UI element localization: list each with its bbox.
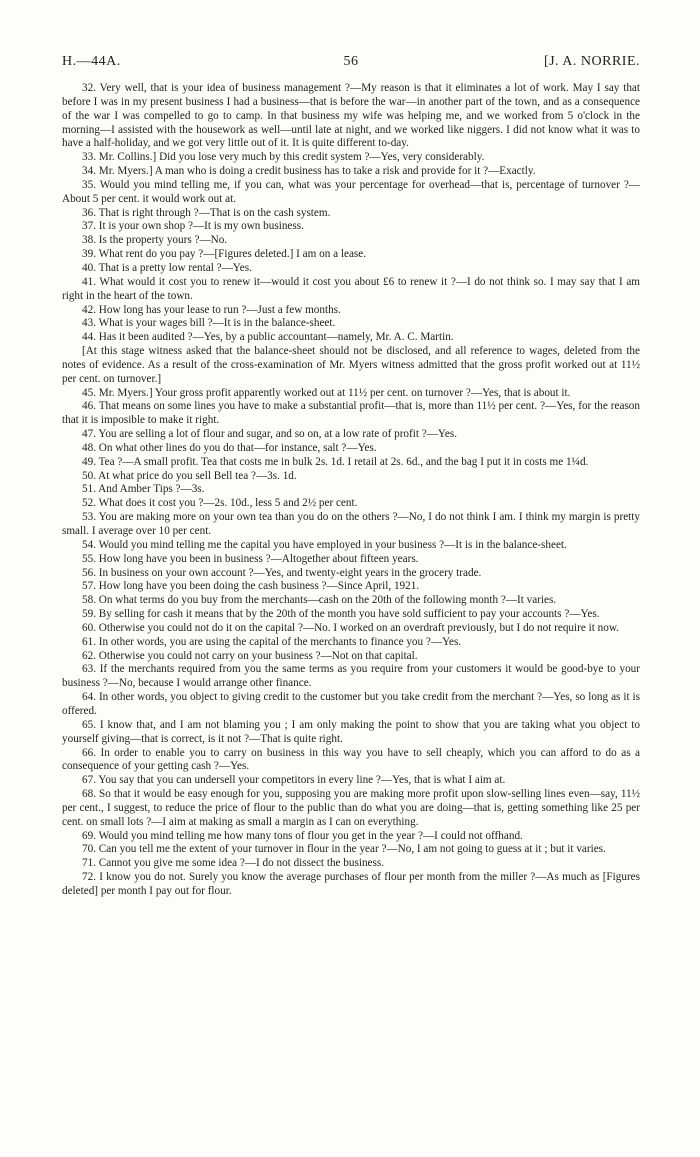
paragraph: 57. How long have you been doing the cash business ?—Since April, 1921. [82, 580, 420, 593]
paragraph: 65. I know that, and I am not blaming you ; I am only making the point to show that you are taking what you object to yourself giving—that is correct, is it not ?—That is quite right. [62, 718, 640, 745]
paragraph: 50. At what price do you sell Bell tea ?—3s. 1d. [82, 469, 297, 482]
paragraph: 58. On what terms do you buy from the merchants—cash on the 20th of the following month ?—It varies. [82, 594, 557, 607]
evidence-text [62, 82, 640, 899]
paragraph: 47. You are selling a lot of flour and sugar, and so on, at a low rate of profit ?—Yes. [82, 428, 457, 441]
paragraph: 33. Mr. Collins.] Did you lose very much by this credit system ?—Yes, very considerably. [82, 151, 485, 164]
editorial-note: [At this stage witness asked that the balance-sheet should not be disclosed, and all reference to wages, deleted from the notes of evidence. As a result of the cross-examination of Mr. Myers witness admitted that the gross profit worked out at 11½ per cent. on turnover.] [62, 345, 640, 385]
paragraph: 68. So that it would be easy enough for you, supposing you are making more profit upon slow-selling lines even—say, 11½ per cent., I suggest, to reduce the price of flour to the public than do what you are doing—that is, getting something like 25 per cent. on small lots ?—I aim at making as small a margin as I can on everything. [62, 788, 640, 828]
paragraph: 53. You are making more on your own tea than you do on the others ?—No, I do not think I am. I think my margin is pretty small. I average over 10 per cent. [62, 511, 640, 537]
paragraph: 54. Would you mind telling me the capital you have employed in your business ?—It is in the balance-sheet. [82, 538, 567, 551]
report-code: H.—44A. [62, 54, 121, 69]
paragraph: 72. I know you do not. Surely you know the average purchases of flour per month from the miller ?—As much as [Figures deleted] per month I pay out for flour. [62, 871, 640, 897]
paragraph: 37. It is your own shop ?—It is my own business. [82, 220, 304, 233]
paragraph: 66. In order to enable you to carry on business in this way you have to sell cheaply, which you can afford to do as a consequence of your getting cash ?—Yes. [62, 746, 640, 773]
paragraph: 61. In other words, you are using the capital of the merchants to finance you ?—Yes. [82, 635, 462, 648]
paragraph: 49. Tea ?—A small profit. Tea that costs me in bulk 2s. 1d. I retail at 2s. 6d., and the bag I put it in costs me 1¼d. [82, 455, 589, 468]
paragraph: 38. Is the property yours ?—No. [82, 234, 228, 247]
paragraph: 67. You say that you can undersell your competitors in every line ?—Yes, that is what I aim at. [82, 774, 506, 787]
paragraph: 34. Mr. Myers.] A man who is doing a credit business has to take a risk and provide for it ?—Exactly. [82, 165, 536, 178]
paragraph: 42. How long has your lease to run ?—Just a few months. [82, 303, 341, 316]
paragraph: 64. In other words, you object to giving credit to the customer but you take credit from the merchant ?—Yes, so long as it is offered. [62, 691, 640, 717]
paragraph: 70. Can you tell me the extent of your turnover in flour in the year ?—No, I am not going to guess at it ; but it varies. [82, 843, 606, 856]
paragraph: 32. Very well, that is your idea of business management ?—My reason is that it eliminates a lot of work. May I say that before I was in my present business I had a business—that is before the war—in another part of the town, and as a consequence of the war I was compelled to go to camp. In that business my wife was helping me, and we worked from 5 o'clock in the morning—I assisted with the housework as well—until late at night, and we worked like niggers. I did not know what it was to have a half-holiday, and we got very little out of it. It is quite different to-day. [62, 82, 640, 150]
page-header [62, 54, 640, 76]
paragraph: 69. Would you mind telling me how many tons of flour you get in the year ?—I could not offhand. [82, 829, 523, 842]
paragraph: 41. What would it cost you to renew it—would it cost you about £6 to renew it ?—I do not think so. I may say that I am right in the heart of the town. [62, 275, 640, 302]
paragraph: 59. By selling for cash it means that by the 20th of the month you have sold sufficient to pay your accounts ?—Yes. [82, 608, 600, 621]
page-number: 56 [343, 54, 359, 69]
paragraph: 56. In business on your own account ?—Yes, and twenty-eight years in the grocery trade. [82, 566, 482, 579]
paragraph: 60. Otherwise you could not do it on the capital ?—No. I worked on an overdraft previously, but I do not require it now. [82, 621, 619, 634]
paragraph: 52. What does it cost you ?—2s. 10d., less 5 and 2½ per cent. [82, 497, 358, 510]
paragraph: 35. Would you mind telling me, if you can, what was your percentage for overhead—that is, percentage of turnover ?—About 5 per cent. it would work out at. [62, 178, 640, 205]
paragraph: 36. That is right through ?—That is on the cash system. [82, 206, 331, 219]
witness-name: [J. A. NORRIE. [543, 54, 640, 69]
paragraph: 51. And Amber Tips ?—3s. [82, 483, 205, 496]
paragraph: 39. What rent do you pay ?—[Figures deleted.] I am on a lease. [82, 248, 367, 261]
paragraph: 46. That means on some lines you have to make a substantial profit—that is, more than 11½ per cent. ?—Yes, for the reason that it is imposible to make it right. [62, 400, 640, 427]
paragraph: 43. What is your wages bill ?—It is in the balance-sheet. [82, 317, 336, 330]
paragraph: 55. How long have you been in business ?—Altogether about fifteen years. [82, 552, 419, 565]
paragraph: 45. Mr. Myers.] Your gross profit apparently worked out at 11½ per cent. on turnover ?—Yes, that is about it. [82, 386, 571, 399]
paragraph: 44. Has it been audited ?—Yes, by a public accountant—namely, Mr. A. C. Martin. [82, 331, 454, 344]
paragraph: 71. Cannot you give me some idea ?—I do not dissect the business. [82, 857, 385, 870]
paragraph: 62. Otherwise you could not carry on your business ?—Not on that capital. [82, 649, 418, 662]
paragraph: 63. If the merchants required from you the same terms as you require from your customers it would be good-bye to your business ?—No, because I would arrange other finance. [62, 663, 640, 690]
paragraph: 40. That is a pretty low rental ?—Yes. [82, 261, 252, 274]
paragraph: 48. On what other lines do you do that—for instance, salt ?—Yes. [82, 441, 377, 454]
